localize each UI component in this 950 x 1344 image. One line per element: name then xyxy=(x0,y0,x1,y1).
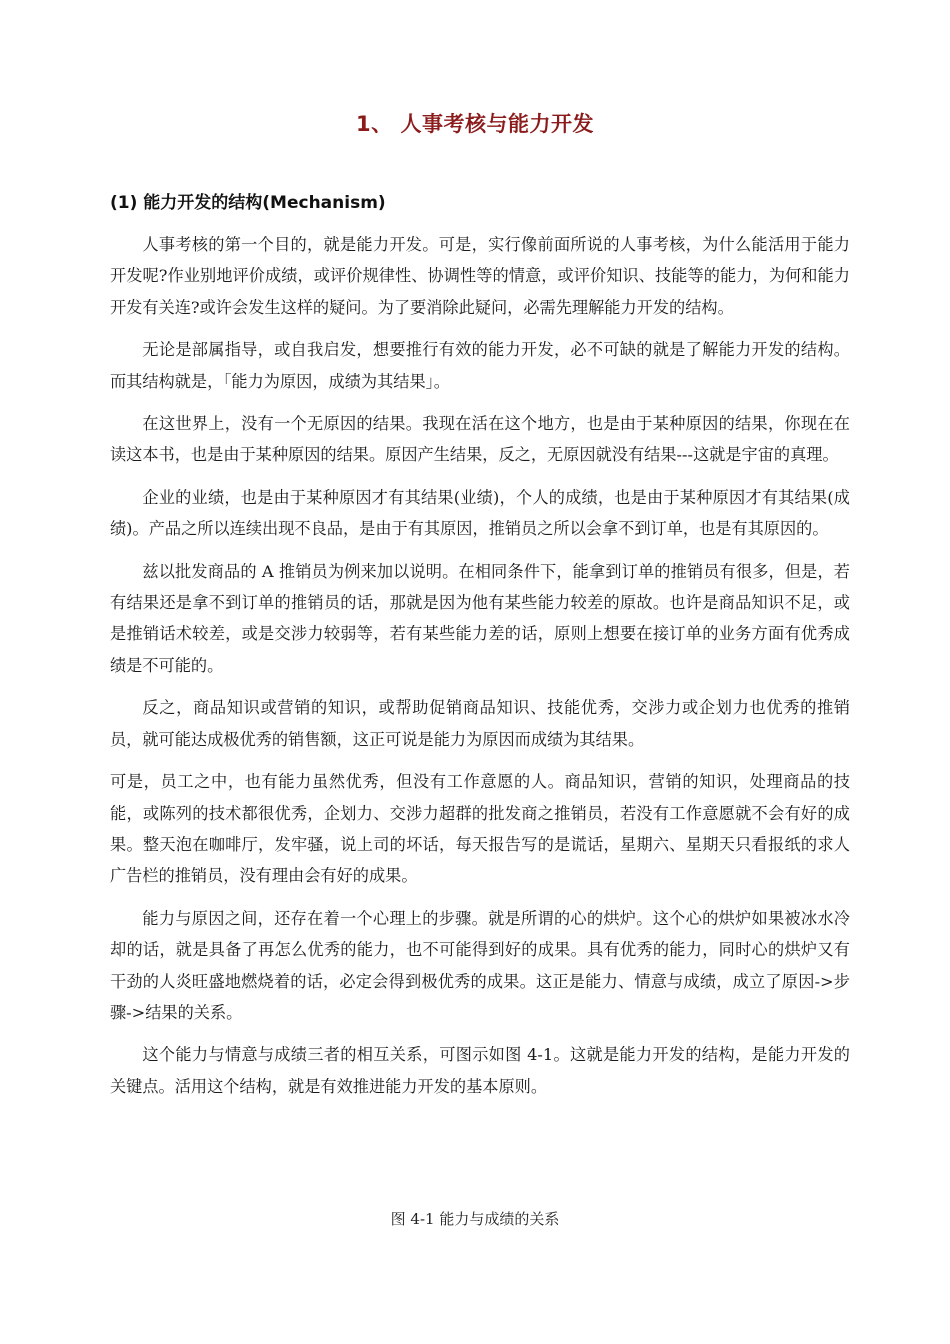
chapter-title: 1、 人事考核与能力开发 xyxy=(356,112,594,136)
paragraph: 可是，员工之中，也有能力虽然优秀，但没有工作意愿的人。商品知识，营销的知识，处理商品的技能，或陈列的技术都很优秀，企划力、交涉力超群的批发商之推销员，若没有工作意愿就不会有好的成果。整天泡在咖啡厅，发牢骚，说上司的坏话，每天报告写的是谎话，星期六、星期天只看报纸的求人广告栏的推销员，没有理由会有好的成果。 xyxy=(110,772,850,886)
paragraph: 这个能力与情意与成绩三者的相互关系，可图示如图 4-1。这就是能力开发的结构，是能力开发的关键点。活用这个结构，就是有效推进能力开发的基本原则。 xyxy=(110,1045,850,1096)
paragraph: 企业的业绩，也是由于某种原因才有其结果(业绩)，个人的成绩，也是由于某种原因才有其结果(成绩)。产品之所以连续出现不良品，是由于有其原因，推销员之所以会拿不到订单，也是有其原因的。 xyxy=(110,487,850,539)
body-text xyxy=(110,229,850,1113)
paragraph: 人事考核的第一个目的，就是能力开发。可是，实行像前面所说的人事考核，为什么能活用于能力开发呢?作业别地评价成绩，或评价规律性、协调性等的情意，或评价知识、技能等的能力，为何和能力开发有关连?或许会发生这样的疑问。为了要消除此疑问，必需先理解能力开发的结构。 xyxy=(110,235,850,317)
figure-caption: 图 4-1 能力与成绩的关系 xyxy=(390,1210,560,1228)
paragraph: 兹以批发商品的 A 推销员为例来加以说明。在相同条件下，能拿到订单的推销员有很多，但是，若有结果还是拿不到订单的推销员的话，那就是因为他有某些能力较差的原故。也许是商品知识不足，或是推销话术较差，或是交涉力较弱等，若有某些能力差的话，原则上想要在接订单的业务方面有优秀成绩是不可能的。 xyxy=(110,561,850,675)
paragraph: 在这世界上，没有一个无原因的结果。我现在活在这个地方，也是由于某种原因的结果，你现在在读这本书，也是由于某种原因的结果。原因产生结果，反之，无原因就没有结果---这就是宇宙的真理。 xyxy=(110,414,850,465)
section-heading: (1) 能力开发的结构(Mechanism) xyxy=(110,193,386,213)
paragraph: 反之，商品知识或营销的知识，或帮助促销商品知识、技能优秀，交涉力或企划力也优秀的推销员，就可能达成极优秀的销售额，这正可说是能力为原因而成绩为其结果。 xyxy=(110,698,850,749)
paragraph: 能力与原因之间，还存在着一个心理上的步骤。就是所谓的心的烘炉。这个心的烘炉如果被冰水冷却的话，就是具备了再怎么优秀的能力，也不可能得到好的成果。具有优秀的能力，同时心的烘炉又有干劲的人炎旺盛地燃烧着的话，必定会得到极优秀的成果。这正是能力、情意与成绩，成立了原因->步骤->结果的关系。 xyxy=(110,908,850,1022)
paragraph: 无论是部属指导，或自我启发，想要推行有效的能力开发，必不可缺的就是了解能力开发的结构。而其结构就是，「能力为原因，成绩为其结果」。 xyxy=(110,340,850,391)
